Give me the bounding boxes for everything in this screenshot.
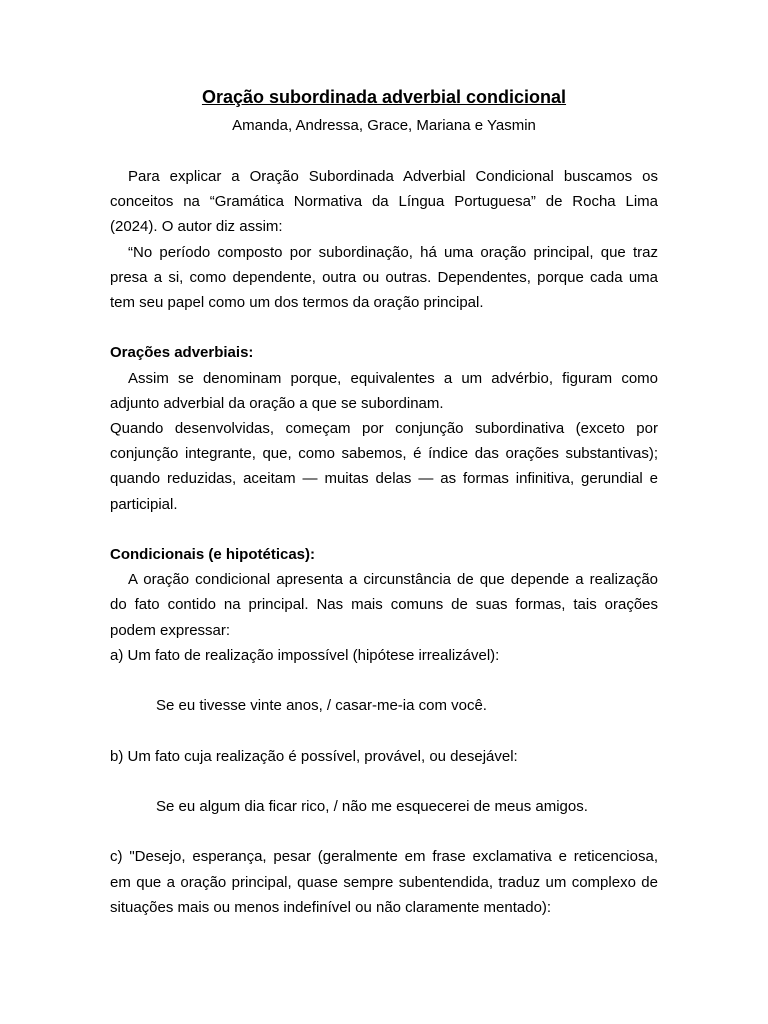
document-page (110, 86, 658, 920)
spacer (110, 668, 658, 693)
document-authors: Amanda, Andressa, Grace, Mariana e Yasmin (232, 117, 536, 134)
spacer (110, 718, 658, 743)
condicionais-paragraph-1: A oração condicional apresenta a circunstância de que depende a realização do fato contido na principal. Nas mais comuns de suas formas, tais orações podem expressar: (110, 571, 658, 639)
list-item-c: c) "Desejo, esperança, pesar (geralmente em frase exclamativa e reticenciosa, em que a oração principal, quase sempre subentendida, traduz um complexo de situações mais ou menos indefinível ou não claramente mentado): (110, 848, 658, 916)
intro-paragraph-2: “No período composto por subordinação, há uma oração principal, que traz presa a si, como dependente, outra ou outras. Dependentes, porque cada uma tem seu papel como um dos termos da oração principal. (110, 243, 658, 312)
adverbiais-paragraph-1: Assim se denominam porque, equivalentes a um advérbio, figuram como adjunto adverbial da oração a que se subordinam. (110, 369, 658, 412)
spacer (110, 315, 658, 340)
spacer (110, 517, 658, 542)
spacer (110, 136, 658, 164)
spacer (110, 769, 658, 794)
section-heading-adverbiais: Orações adverbiais: (110, 344, 254, 362)
document-title: Oração subordinada adverbial condicional (201, 87, 567, 107)
example-b: Se eu algum dia ficar rico, / não me esquecerei de meus amigos. (156, 798, 588, 815)
intro-paragraph-1: Para explicar a Oração Subordinada Adverbial Condicional buscamos os conceitos na “Gramática Normativa da Língua Portuguesa” de Rocha Lima (2024). O autor diz assim: (110, 168, 658, 236)
example-a: Se eu tivesse vinte anos, / casar-me-ia com você. (156, 697, 487, 715)
section-heading-condicionais: Condicionais (e hipotéticas): (110, 546, 316, 564)
list-item-a: a) Um fato de realização impossível (hipótese irrealizável): (110, 646, 500, 664)
list-item-b: b) Um fato cuja realização é possível, provável, ou desejável: (110, 747, 518, 765)
spacer (110, 819, 658, 844)
adverbiais-paragraph-2: Quando desenvolvidas, começam por conjunção subordinativa (exceto por conjunção integrante, que, como sabemos, é índice das orações substantivas); quando reduzidas, aceitam — muitas delas — as formas infinitiva, gerundial e participial. (110, 420, 658, 513)
